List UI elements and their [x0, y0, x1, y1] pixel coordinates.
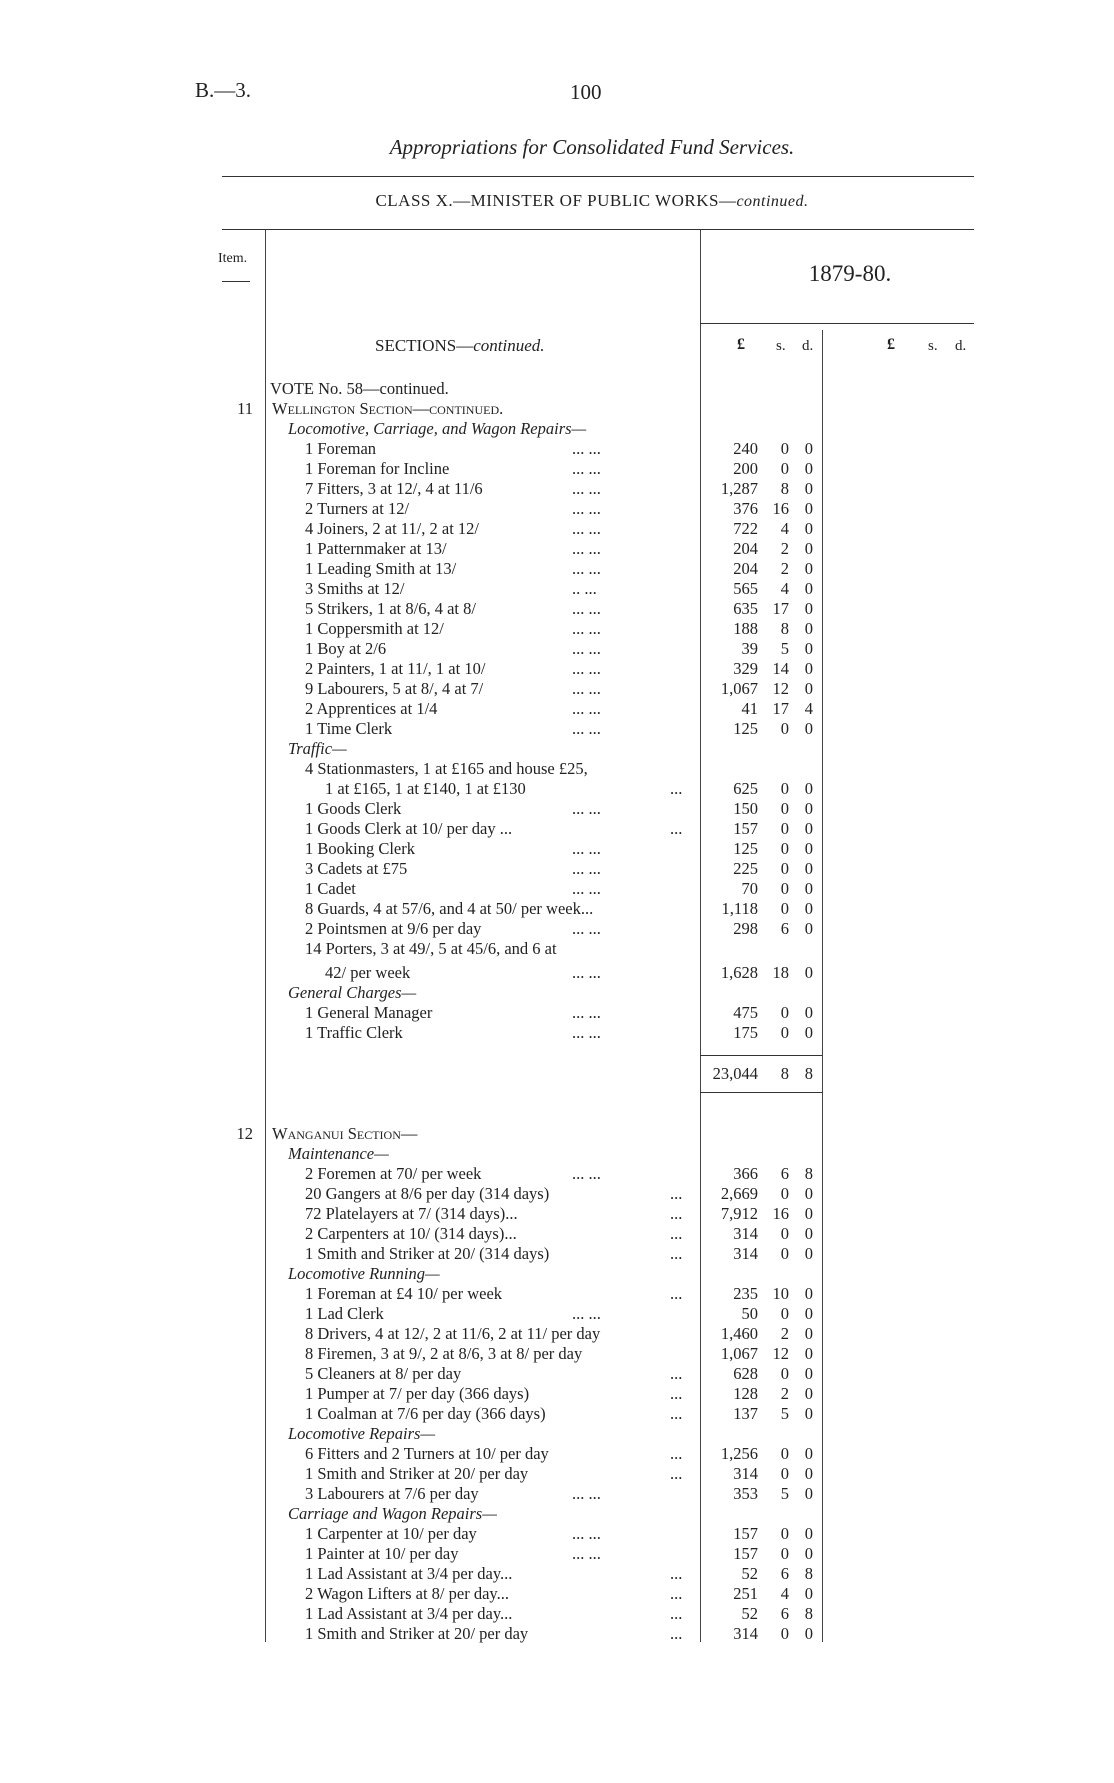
- table-row: 1 Foreman for Incline ... ... 200 0 0: [305, 459, 813, 478]
- table-row: 1 Coalman at 7/6 per day (366 days) ... 137 5 0: [305, 1404, 813, 1423]
- table-row: 1 Leading Smith at 13/ ... ... 204 2 0: [305, 559, 813, 578]
- table-row: 1 Goods Clerk at 10/ per day ... ... 157 0 0: [305, 819, 813, 838]
- item-underline: [222, 281, 250, 282]
- list-item: Locomotive Running—: [288, 1264, 440, 1283]
- table-row: 1 Cadet ... ... 70 0 0: [305, 879, 813, 898]
- year-underline: [700, 323, 974, 324]
- shillings-header-2: s.: [928, 338, 938, 354]
- table-row: 1 Coppersmith at 12/ ... ... 188 8 0: [305, 619, 813, 638]
- pounds-header: £: [737, 336, 745, 353]
- table-row: 2 Foremen at 70/ per week ... ... 366 6 8: [305, 1164, 813, 1183]
- subtotal-rule: [700, 1055, 822, 1056]
- list-item: Carriage and Wagon Repairs—: [288, 1504, 497, 1523]
- table-row: 5 Strikers, 1 at 8/6, 4 at 8/ ... ... 635 17 0: [305, 599, 813, 618]
- table-row: 1 Smith and Striker at 20/ per day ... 314 0 0: [305, 1624, 813, 1643]
- table-row: 1 Booking Clerk ... ... 125 0 0: [305, 839, 813, 858]
- table-row: 1 Smith and Striker at 20/ (314 days) ... 314 0 0: [305, 1244, 813, 1263]
- table-row: 1 Lad Clerk ... ... 50 0 0: [305, 1304, 813, 1323]
- table-row: 6 Fitters and 2 Turners at 10/ per day ... 1,256 0 0: [305, 1444, 813, 1463]
- class-title-continued: continued.: [736, 193, 809, 210]
- table-row: 1 Foreman ... ... 240 0 0: [305, 439, 813, 458]
- subtotal-underline: [700, 1092, 822, 1093]
- table-row: 2 Turners at 12/ ... ... 376 16 0: [305, 499, 813, 518]
- sections-continued: continued.: [473, 336, 545, 355]
- table-row: 9 Labourers, 5 at 8/, 4 at 7/ ... ... 1,067 12 0: [305, 679, 813, 698]
- list-item: General Charges—: [288, 983, 417, 1002]
- sections-header: [375, 336, 545, 356]
- table-row: 1 Foreman at £4 10/ per week ... 235 10 0: [305, 1284, 813, 1303]
- page-title: Appropriations for Consolidated Fund Services.: [389, 135, 795, 159]
- list-item: VOTE No. 58—continued.: [270, 379, 449, 398]
- table-row: 2 Pointsmen at 9/6 per day ... ... 298 6 0: [305, 919, 813, 938]
- table-row: 1 Lad Assistant at 3/4 per day... ... 52 6 8: [305, 1564, 813, 1583]
- item-column-header: Item.: [218, 251, 248, 266]
- list-item: Traffic—: [288, 739, 347, 758]
- table-row: 3 Smiths at 12/ .. ... 565 4 0: [305, 579, 813, 598]
- shillings-header: s.: [776, 338, 786, 354]
- title-rule: [222, 176, 974, 177]
- table-row: 3 Cadets at £75 ... ... 225 0 0: [305, 859, 813, 878]
- table-row: 1 Lad Assistant at 3/4 per day... ... 52 6 8: [305, 1604, 813, 1623]
- table-row: 1 Pumper at 7/ per day (366 days) ... 128 2 0: [305, 1384, 813, 1403]
- list-item: Locomotive, Carriage, and Wagon Repairs—: [288, 419, 587, 438]
- table-row: 42/ per week ... ... 1,628 18 0: [325, 963, 813, 982]
- sections-label: SECTIONS—: [375, 336, 474, 355]
- pence-header: d.: [802, 338, 814, 354]
- table-row: 8 Guards, 4 at 57/6, and 4 at 50/ per week... 1,118 0 0: [305, 899, 813, 918]
- list-item: 11 Wellington Section—continued.: [237, 399, 504, 418]
- table-row: 14 Porters, 3 at 49/, 5 at 45/6, and 6 at: [305, 939, 557, 958]
- table-row: 8 Drivers, 4 at 12/, 2 at 11/6, 2 at 11/ per day 1,460 2 0: [305, 1324, 813, 1343]
- table-row: 72 Platelayers at 7/ (314 days)... ... 7,912 16 0: [305, 1204, 813, 1223]
- list-item: Locomotive Repairs—: [288, 1424, 436, 1443]
- table-row: 3 Labourers at 7/6 per day ... ... 353 5 0: [305, 1484, 813, 1503]
- table-row: 1 Carpenter at 10/ per day ... ... 157 0 0: [305, 1524, 813, 1543]
- table-row: 2 Carpenters at 10/ (314 days)... ... 314 0 0: [305, 1224, 813, 1243]
- table-row: 7 Fitters, 3 at 12/, 4 at 11/6 ... ... 1,287 8 0: [305, 479, 813, 498]
- table-row: 1 Painter at 10/ per day ... ... 157 0 0: [305, 1544, 813, 1563]
- class-title: [0, 191, 1114, 211]
- table-row: 1 Boy at 2/6 ... ... 39 5 0: [305, 639, 813, 658]
- table-row: 1 General Manager ... ... 475 0 0: [305, 1003, 813, 1022]
- pence-header-2: d.: [955, 338, 967, 354]
- table-row: 20 Gangers at 8/6 per day (314 days) ... 2,669 0 0: [305, 1184, 813, 1203]
- table-row: 1 Time Clerk ... ... 125 0 0: [305, 719, 813, 738]
- table-row: 2 Apprentices at 1/4 ... ... 41 17 4: [305, 699, 813, 718]
- pounds-header-2: £: [887, 336, 895, 353]
- table-row: 1 at £165, 1 at £140, 1 at £130 ... 625 0 0: [325, 779, 813, 798]
- table-row: 5 Cleaners at 8/ per day ... 628 0 0: [305, 1364, 813, 1383]
- list-item: Maintenance—: [288, 1144, 389, 1163]
- table-row: 1 Smith and Striker at 20/ per day ... 314 0 0: [305, 1464, 813, 1483]
- table-row: 4 Joiners, 2 at 11/, 2 at 12/ ... ... 722 4 0: [305, 519, 813, 538]
- table-row: 8 Firemen, 3 at 9/, 2 at 8/6, 3 at 8/ per day 1,067 12 0: [305, 1344, 813, 1363]
- table-row: 4 Stationmasters, 1 at £165 and house £25,: [305, 759, 588, 778]
- table-row: 1 Traffic Clerk ... ... 175 0 0: [305, 1023, 813, 1042]
- table-row: 2 Painters, 1 at 11/, 1 at 10/ ... ... 329 14 0: [305, 659, 813, 678]
- table-row: 1 Goods Clerk ... ... 150 0 0: [305, 799, 813, 818]
- document-reference: B.—3.: [195, 78, 252, 102]
- table-row: 2 Wagon Lifters at 8/ per day... ... 251 4 0: [305, 1584, 813, 1603]
- table-top-rule: [222, 229, 974, 230]
- year-header: 1879-80.: [808, 261, 892, 286]
- class-title-main: CLASS X.—MINISTER OF PUBLIC WORKS—: [375, 191, 737, 210]
- table-row: 1 Patternmaker at 13/ ... ... 204 2 0: [305, 539, 813, 558]
- subtotal-row: 23,044 8 8: [712, 1064, 813, 1083]
- list-item: 12 Wanganui Section—: [236, 1124, 418, 1143]
- page-number: 100: [570, 80, 602, 104]
